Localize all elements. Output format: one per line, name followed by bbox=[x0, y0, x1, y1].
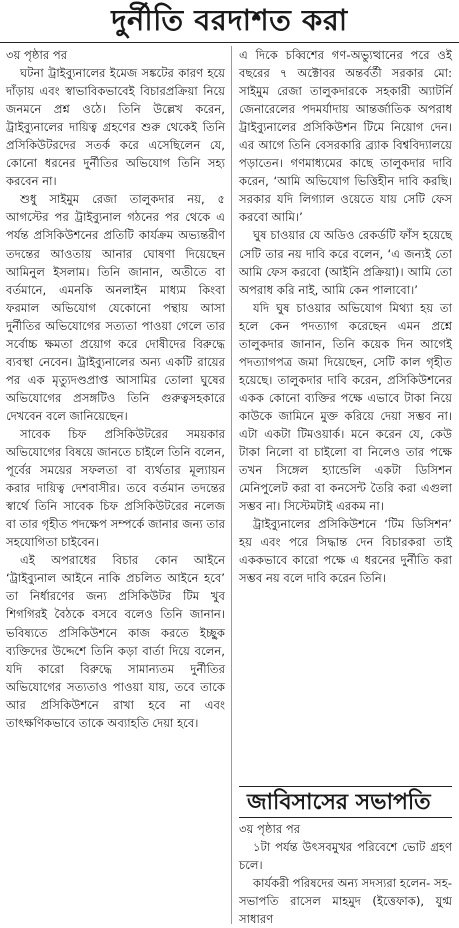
continuation-kicker: ৩য় পৃষ্ঠার পর bbox=[239, 822, 301, 836]
body-paragraph: এই অপরাধের বিচার কোন আইনে ‘ট্রাইব্যুনাল আইনে নাকি প্রচলিত আইনে হবে’ তা নির্ধারণের জন্য প্রসিকিউটর টিম খুব শিগগিরই বৈঠকে বসবে বলেও তিনি জানান। ভবিষ্যতে প্রসিকিউশনে কাজ করতে ইচ্ছুক ব্যক্তিদের উদ্দেশে তিনি কড়া বার্তা দিয়ে বলেন, যদি কারো বিরুদ্ধে সামান্যতম দুর্নীতির অভিযোগের সত্যতাও পাওয়া যায়, তবে তাকে আর প্রসিকিউশনে রাখা হবে না এবং তাৎক্ষণিকভাবে তাকে অব্যাহতি দেয়া হবে। bbox=[6, 553, 225, 730]
body-paragraph: এ দিকে চব্বিশের গণ-অভ্যুত্থানের পরে ওই বছরের ৭ অক্টোবর অন্তর্বর্তী সরকার মো: সাইমুম রেজা তালুকদারকে সহকারী অ্যাটর্নি জেনারেলের পদমর্যাদায় আন্তর্জাতিক অপরাধ ট্রাইব্যুনালের প্রসিকিউশন টিমে নিয়োগ দেন। এর আগে তিনি বেসরকারি ব্র্যাক বিশ্ববিদ্যালয়ে পড়াতেন। গণমাধ্যমের কাছে তালুকদার দাবি করেন, ‘আমি অভিযোগ ভিত্তিহীন দাবি করছি। সরকার যদি লিগ্যাল ওয়েতে যায় সেটি ফেস করবো আমি।’ bbox=[239, 48, 452, 225]
body-paragraph: ট্রাইব্যুনালের প্রসিকিউশনে ‘টিম ডিসিশন’ হয় এবং পরে সিদ্ধান্ত দেন বিচারকরা তাই এককভাবে কারো পক্ষে এ ধরনের দুর্নীতি করা সম্ভব নয় বলে দাবি করেন তিনি। bbox=[239, 517, 452, 586]
continuation-kicker: ৩য় পৃষ্ঠার পর bbox=[6, 48, 68, 62]
body-paragraph: ১টা পর্যন্ত উৎসবমুখর পরিবেশে ভোট গ্রহণ চলে। bbox=[239, 840, 452, 873]
body-paragraph: যদি ঘুষ চাওয়ার অভিযোগ মিথ্যা হয় তা হলে কেন পদত্যাগ করেছেন এমন প্রশ্নে তালুকদার জানান, তিনি কয়েক দিন আগেই পদত্যাগপত্র জমা দিয়েছেন, সেটি কাল গৃহীত হয়েছে। তালুকদার দাবি করেন, প্রসিকিউশনের একক কোনো ব্যক্তির পক্ষে এভাবে টাকা নিয়ে কাউকে জামিনে মুক্ত করিয়ে দেয়া সম্ভব না। এটা একটা টিমওয়ার্ক। মনে করেন যে, কেউ টাকা নিলো বা চাইলো বা নিলেও তার পক্ষে তখন সিঙ্গেল হ্যান্ডেলি একটা ডিসিশন মেনিপুলেট করা বা কনসেন্ট তৈরি করা এগুলা সম্ভব না। সিস্টেমটাই এরকম না। bbox=[239, 300, 452, 514]
right-column bbox=[239, 46, 452, 587]
body-paragraph: কার্যকরী পরিষদের অন্য সদস্যরা হলেন- সহ-সভাপতি রাসেল মাহমুদ (ইত্তেফাক), যুগ্ম সাধারণ bbox=[239, 876, 452, 927]
left-column bbox=[6, 46, 225, 732]
second-article bbox=[239, 786, 452, 928]
body-paragraph: ঘটনা ট্রাইব্যুনালের ইমেজ সঙ্কটের কারণ হয়ে দাঁড়ায় এবং স্বাভাবিকভাবেই বিচারপ্রক্রিয়া নিয়ে জনমনে প্রশ্ন ওঠে। তিনি উল্লেখ করেন, ট্রাইব্যুনালের দায়িত্ব গ্রহণের শুরু থেকেই তিনি প্রসিকিউটরদের সতর্ক করে এসেছিলেন যে, কোনো ধরনের দুর্নীতির অভিযোগ তিনি সহ্য করবেন না। bbox=[6, 66, 225, 189]
body-paragraph: শুধু সাইমুম রেজা তালুকদার নয়, ৫ আগস্টের পর ট্রাইব্যুনাল গঠনের পর থেকে এ পর্যন্ত প্রসিকিউশনের প্রতিটি কার্যক্রম অভ্যন্তরীণ তদন্তের আওতায় আনার ঘোষণা দিয়েছেন আমিনুল ইসলাম। তিনি জানান, অতীতে বা বর্তমানে, এমনকি অনলাইন মাধ্যম কিংবা ফরমাল অভিযোগ যেকোনো পন্থায় আসা দুর্নীতির অভিযোগের সত্যতা পাওয়া গেলে তার সর্বোচ্চ ক্ষমতা প্রয়োগ করে দোষীদের বিরুদ্ধে ব্যবস্থা নেবেন। ট্রাইব্যুনালের অন্য একটি রায়ের পর এক মৃত্যুদণ্ডপ্রাপ্ত আসামির তোলা ঘুষের অভিযোগের প্রসঙ্গটিও তিনি গুরুত্বসহকারে দেখবেন বলে জানিয়েছেন। bbox=[6, 192, 225, 423]
column-divider bbox=[231, 46, 232, 924]
body-paragraph: সাবেক চিফ প্রসিকিউটরের সময়কার অভিযোগের বিষয়ে জানতে চাইলে তিনি বলেন, পূর্বের সময়ের সফলতা বা ব্যর্থতার মূল্যায়ন করার দায়িত্ব দেশবাসীর। তবে বর্তমান তদন্তের স্বার্থে তিনি সাবেক চিফ প্রসিকিউটরের নলেজ বা তার গৃহীত পদক্ষেপ সম্পর্কে জানার জন্য তার সহযোগিতা চাইবেন। bbox=[6, 426, 225, 550]
body-paragraph: ঘুষ চাওয়ার যে অডিও রেকর্ডটি ফাঁস হয়েছে সেটি তার নয় দাবি করে বলেন, ‘এ জন্যই তো আমি ফেস করবো (আইনি প্রক্রিয়া)। আমি তো অপরাধ করি নাই, আমি কেন পালাবো।’ bbox=[239, 228, 452, 297]
second-article-headline: জাবিসাসের সভাপতি bbox=[239, 786, 452, 818]
article-headline: দুর্নীতি বরদাশত করা bbox=[0, 0, 459, 43]
